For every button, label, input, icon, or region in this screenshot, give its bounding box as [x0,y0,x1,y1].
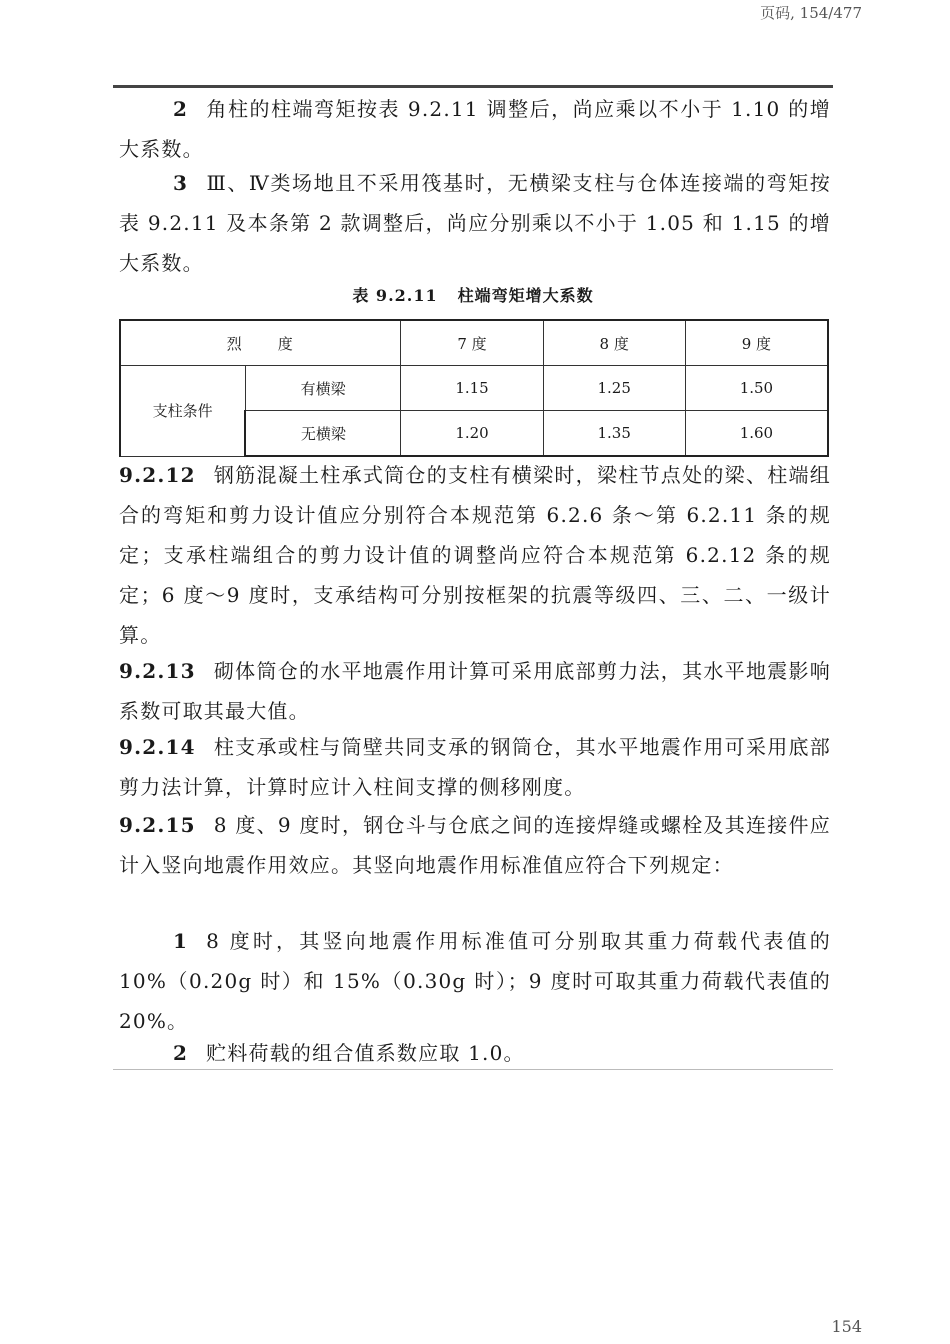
table-cell: 1.15 [401,366,543,411]
clause-9-2-14 [119,727,831,807]
table-header-cell: 8 度 [543,320,685,366]
table-caption [113,283,833,306]
page-indicator: 页码, 154/477 [760,4,862,22]
coefficient-table [119,319,829,457]
clause-9-2-13 [119,651,831,731]
table-header-cell: 烈 度 [120,320,401,366]
table-header-cell: 7 度 [401,320,543,366]
clause-text: 柱支承或柱与筒壁共同支承的钢筒仓，其水平地震作用可采用底部剪力法计算，计算时应计入柱间支撑的侧移刚度。 [119,735,831,799]
item-text: 8 度时，其竖向地震作用标准值可分别取其重力荷载代表值的 10%（0.20g 时）和 15%（0.30g 时）；9 度时可取其重力荷载代表值的 20%。 [119,929,831,1033]
clause-text: 钢筋混凝土柱承式筒仓的支柱有横梁时，梁柱节点处的梁、柱端组合的弯矩和剪力设计值应分别符合本规范第 6.2.6 条～第 6.2.11 条的规定；支承柱端组合的剪力设计值的调整尚应符合本规范第 6.2.12 条的规定；6 度～9 度时，支承结构可分别按框架的抗震等级四、三、二、一级计算。 [119,463,831,647]
table-header-cell: 9 度 [685,320,828,366]
table-cell: 1.60 [685,411,828,457]
clause-number: 9.2.15 [119,813,196,837]
table-cell: 1.20 [401,411,543,457]
table-row [120,366,828,411]
bottom-rule [113,1069,833,1070]
item-text: 角柱的柱端弯矩按表 9.2.11 调整后，尚应乘以不小于 1.10 的增大系数。 [119,97,831,161]
clause-text: 8 度、9 度时，钢仓斗与仓底之间的连接焊缝或螺栓及其连接件应计入竖向地震作用效应。其竖向地震作用标准值应符合下列规定： [119,813,831,877]
table-row-label: 无横梁 [245,411,401,457]
item-number: 2 [173,97,189,121]
table-header-row [120,320,828,366]
table-cell: 1.50 [685,366,828,411]
sub-item-2 [119,1033,831,1073]
table-cell: 1.35 [543,411,685,457]
item-text: Ⅲ、Ⅳ类场地且不采用筏基时，无横梁支柱与仓体连接端的弯矩按表 9.2.11 及本条第 2 款调整后，尚应分别乘以不小于 1.05 和 1.15 的增大系数。 [119,171,831,275]
item-number: 2 [173,1041,189,1065]
page-number: 154 [831,1317,862,1336]
clause-9-2-12 [119,455,831,655]
sub-item-1 [119,921,831,1041]
clause-number: 9.2.14 [119,735,196,759]
clause-number: 9.2.12 [119,463,196,487]
item-number: 1 [173,929,189,953]
item-2 [119,89,831,169]
table-cell: 1.25 [543,366,685,411]
table-caption-title: 柱端弯矩增大系数 [457,286,594,305]
item-3 [119,163,831,283]
table-group-label: 支柱条件 [120,366,245,457]
scanned-page [113,85,838,1070]
table-caption-number: 表 9.2.11 [352,286,438,305]
clause-9-2-15 [119,805,831,885]
clause-number: 9.2.13 [119,659,196,683]
table-row-label: 有横梁 [245,366,401,411]
item-text: 贮料荷载的组合值系数应取 1.0。 [206,1041,525,1065]
clause-text: 砌体筒仓的水平地震作用计算可采用底部剪力法，其水平地震影响系数可取其最大值。 [119,659,831,723]
top-rule [113,85,833,88]
item-number: 3 [173,171,189,195]
